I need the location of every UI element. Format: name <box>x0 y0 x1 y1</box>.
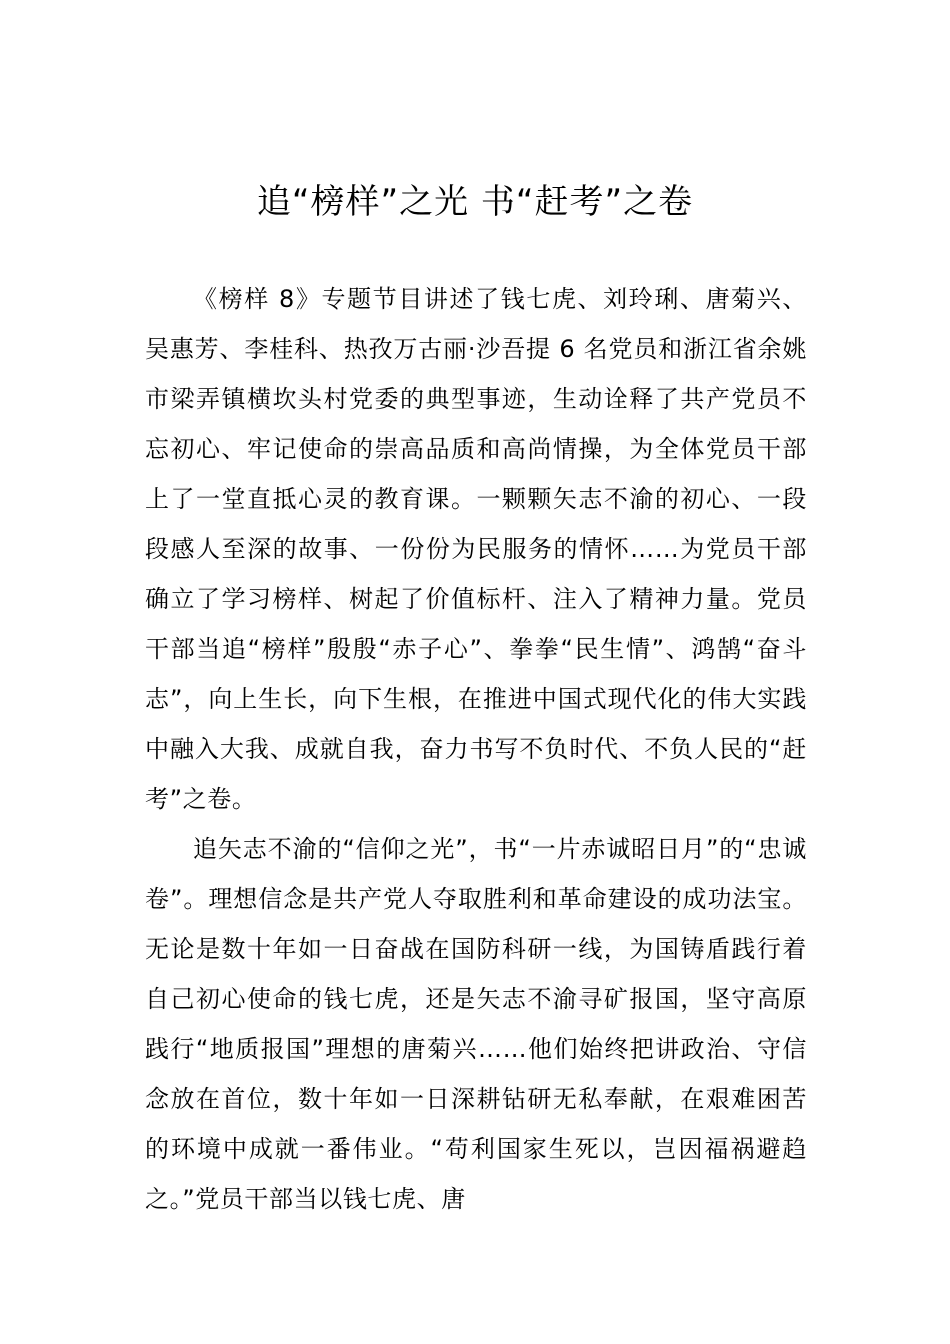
document-body <box>145 274 807 1224</box>
paragraph: 追矢志不渝的“信仰之光”，书“一片赤诚昭日月”的“忠诚卷”。理想信念是共产党人夺取胜利和革命建设的成功法宝。无论是数十年如一日奋战在国防科研一线，为国铸盾践行着自己初心使命的钱七虎，还是矢志不渝寻矿报国，坚守高原践行“地质报国”理想的唐菊兴……他们始终把讲政治、守信念放在首位，数十年如一日深耕钻研无私奉献，在艰难困苦的环境中成就一番伟业。“苟利国家生死以，岂因福祸避趋之。”党员干部当以钱七虎、唐 <box>145 835 807 1213</box>
document-title: 追“榜样”之光 书“赶考”之卷 <box>256 182 694 222</box>
paragraph: 《榜样 8》专题节目讲述了钱七虎、刘玲琍、唐菊兴、吴惠芳、李桂科、热孜万古丽·沙吾提 6 名党员和浙江省余姚市梁弄镇横坎头村党委的典型事迹，生动诠释了共产党员不忘初心、牢记使命的崇高品质和高尚情操，为全体党员干部上了一堂直抵心灵的教育课。一颗颗矢志不渝的初心、一段段感人至深的故事、一份份为民服务的情怀……为党员干部确立了学习榜样、树起了价值标杆、注入了精神力量。党员干部当追“榜样”殷殷“赤子心”、拳拳“民生情”、鸿鹄“奋斗志”，向上生长，向下生根，在推进中国式现代化的伟大实践中融入大我、成就自我，奋力书写不负时代、不负人民的“赶考”之卷。 <box>145 285 807 813</box>
